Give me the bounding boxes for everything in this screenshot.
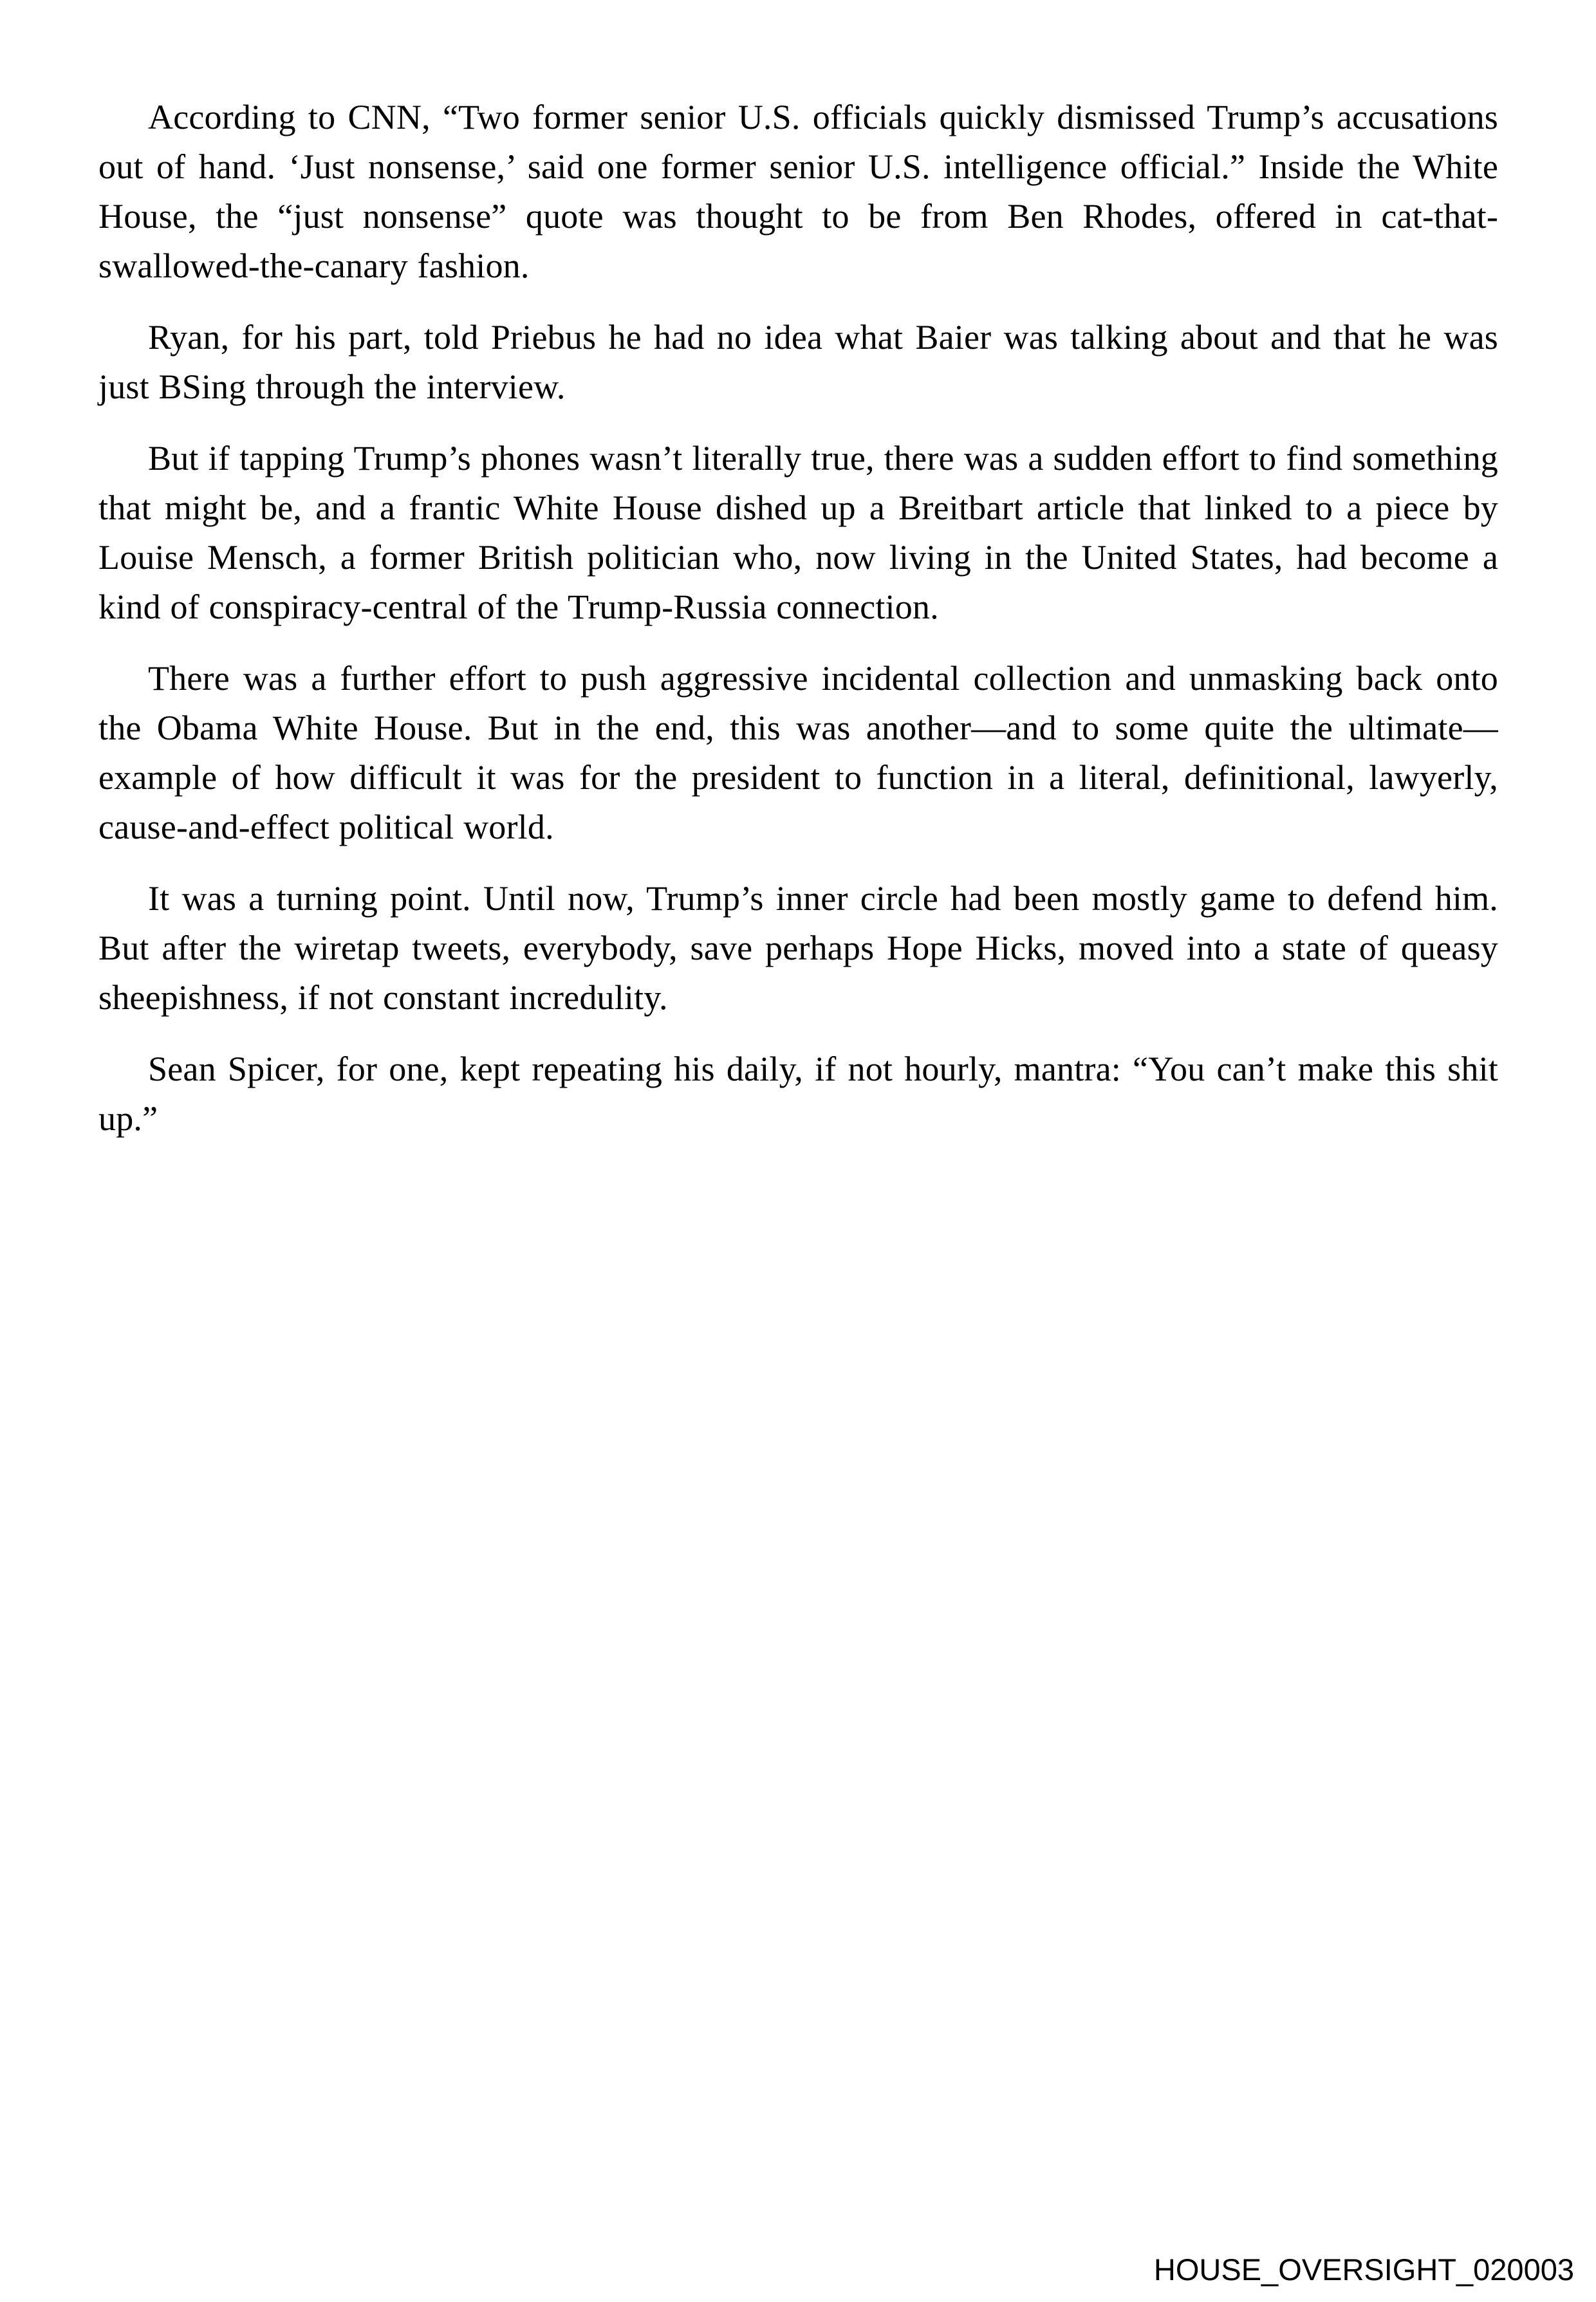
- document-body: [98, 93, 1498, 1165]
- paragraph: According to CNN, “Two former senior U.S. officials quickly dismissed Trump’s accusations out of hand. ‘Just nonsense,’ said one former senior U.S. intelligence official.” Inside the White House, the “just nonsense” quote was thought to be from Ben Rhodes, offered in cat-that-swallowed-the-canary fashion.: [98, 98, 1498, 285]
- bates-stamp: HOUSE_OVERSIGHT_020003: [1153, 2252, 1574, 2287]
- paragraph: But if tapping Trump’s phones wasn’t literally true, there was a sudden effort to find something that might be, and a frantic White House dished up a Breitbart article that linked to a piece by Louise Mensch, a former British politician who, now living in the United States, had become a kind of conspiracy-central of the Trump-Russia connection.: [98, 439, 1498, 626]
- paragraph: It was a turning point. Until now, Trump’s inner circle had been mostly game to defend him. But after the wiretap tweets, everybody, save perhaps Hope Hicks, moved into a state of queasy sheepishness, if not constant incredulity.: [98, 879, 1498, 1017]
- paragraph: There was a further effort to push aggressive incidental collection and unmasking back onto the Obama White House. But in the end, this was another—and to some quite the ultimate—example of how difficult it was for the president to function in a literal, definitional, lawyerly, cause-and-effect political world.: [98, 659, 1498, 846]
- paragraph: Ryan, for his part, told Priebus he had no idea what Baier was talking about and that he was just BSing through the interview.: [98, 318, 1498, 406]
- paragraph: Sean Spicer, for one, kept repeating his daily, if not hourly, mantra: “You can’t make this shit up.”: [98, 1050, 1498, 1138]
